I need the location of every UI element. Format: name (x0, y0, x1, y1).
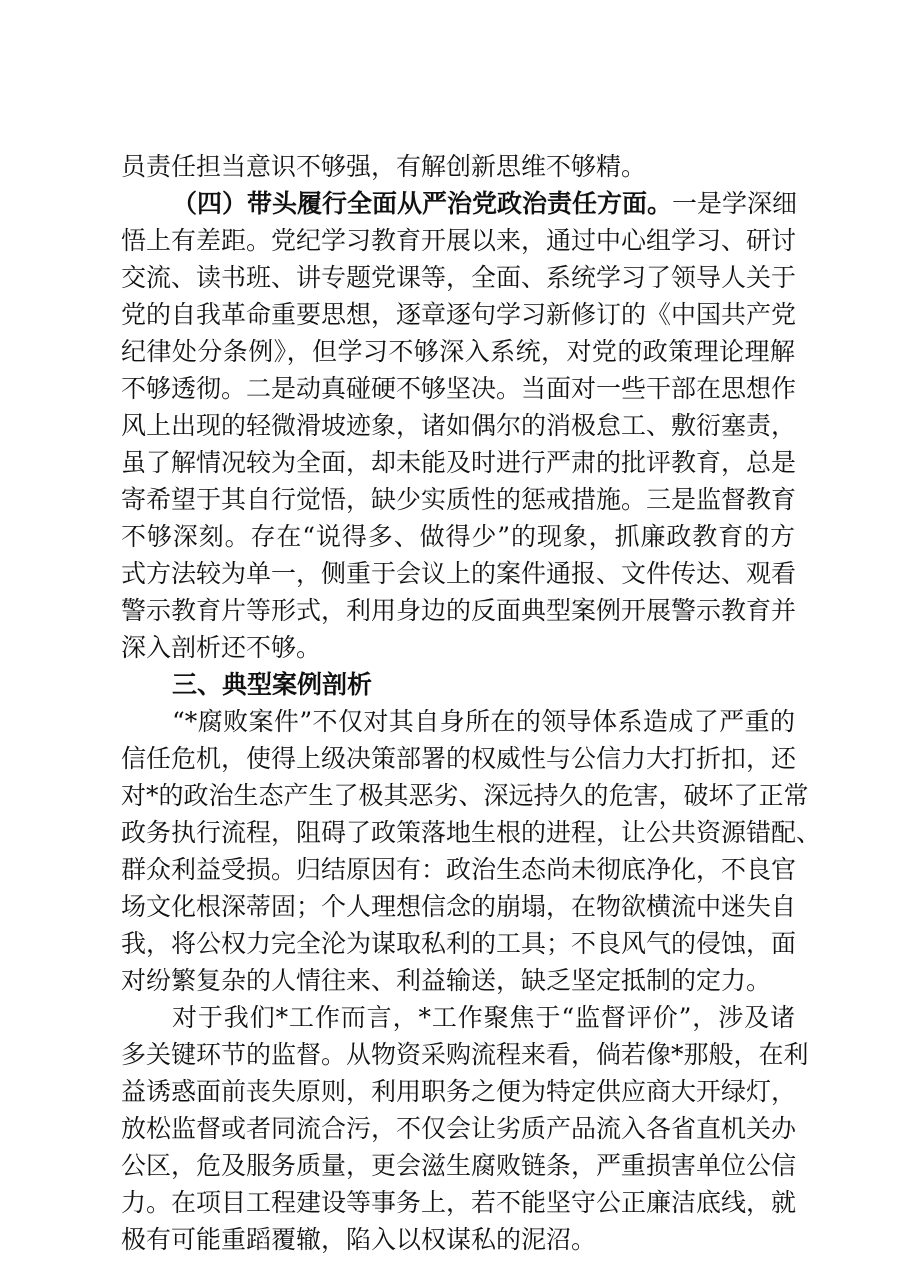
text-line (0, 517, 909, 557)
text-line (0, 295, 909, 335)
line-text: 对纷繁复杂的人情往来、利益输送，缺乏坚定抵制的定力。 (121, 966, 772, 995)
text-line (0, 1183, 909, 1223)
line-text: 政务执行流程，阻碍了政策落地生根的进程，让公共资源错配、 (121, 818, 822, 847)
line-text: 深入剖析还不够。 (121, 633, 322, 662)
line-text: 力。在项目工程建设等事务上，若不能坚守公正廉洁底线，就 (121, 1188, 797, 1217)
line-text: 员责任担当意识不够强，有解创新思维不够精。 (121, 152, 647, 181)
line-text: 寄希望于其自行觉悟，缺少实质性的惩戒措施。三是监督教育 (121, 485, 797, 514)
text-line (0, 369, 909, 409)
text-line (0, 1035, 909, 1075)
line-text: 极有可能重蹈覆辙，陷入以权谋私的泥沼。 (121, 1225, 597, 1254)
text-line (0, 1072, 909, 1112)
text-line (0, 998, 909, 1038)
line-text: 风上出现的轻微滑坡迹象，诸如偶尔的消极怠工、敷衍塞责， (121, 411, 797, 440)
line-text: 纪律处分条例》，但学习不够深入系统，对党的政策理论理解 (121, 337, 795, 366)
text-line (0, 591, 909, 631)
line-text: 警示教育片等形式，利用身边的反面典型案例开展警示教育并 (121, 596, 797, 625)
text-line (0, 1220, 909, 1260)
text-line (0, 480, 909, 520)
text-line (0, 1109, 909, 1149)
section-heading: 三、典型案例剖析 (172, 670, 373, 699)
text-line (0, 221, 909, 261)
line-text: 党的自我革命重要思想，逐章逐句学习新修订的《中国共产党 (121, 300, 797, 329)
subsection-heading: （四）带头履行全面从严治党政治责任方面。 (172, 189, 673, 218)
text-line (0, 813, 909, 853)
line-text: 不够透彻。二是动真碰硬不够坚决。当面对一些干部在思想作 (121, 374, 797, 403)
text-line (0, 924, 909, 964)
line-text: 公区，危及服务质量，更会滋生腐败链条，严重损害单位公信 (121, 1151, 797, 1180)
line-text: “*腐败案件”不仅对其自身所在的领导体系造成了严重的 (172, 707, 795, 736)
line-text: 放松监督或者同流合污，不仅会让劣质产品流入各省直机关办 (121, 1114, 797, 1143)
text-line (0, 702, 909, 742)
text-line (0, 147, 909, 187)
text-line (0, 776, 909, 816)
text-line (0, 628, 909, 668)
text-line (0, 443, 909, 483)
line-text: 益诱惑面前丧失原则，利用职务之便为特定供应商大开绿灯， (121, 1077, 797, 1106)
line-text: 对于我们*工作而言，*工作聚焦于“监督评价”，涉及诸 (172, 1003, 795, 1032)
line-text: 虽了解情况较为全面，却未能及时进行严肃的批评教育，总是 (121, 448, 797, 477)
text-line (0, 665, 909, 705)
text-line (0, 887, 909, 927)
text-line (0, 332, 909, 372)
line-text: 交流、读书班、讲专题党课等，全面、系统学习了领导人关于 (121, 263, 797, 292)
text-line (0, 1146, 909, 1186)
line-text: 我，将公权力完全沦为谋取私利的工具；不良风气的侵蚀，面 (121, 929, 797, 958)
line-text: 悟上有差距。党纪学习教育开展以来，通过中心组学习、研讨 (121, 226, 797, 255)
text-line (0, 258, 909, 298)
line-text: 多关键环节的监督。从物资采购流程来看，倘若像*那般，在利 (121, 1040, 809, 1069)
line-text: 式方法较为单一，侧重于会议上的案件通报、文件传达、观看 (121, 559, 797, 588)
line-text: 一是学深细 (672, 189, 798, 218)
line-text: 不够深刻。存在“说得多、做得少”的现象，抓廉政教育的方 (121, 522, 795, 551)
text-line (0, 850, 909, 890)
line-text: 信任危机，使得上级决策部署的权威性与公信力大打折扣，还 (121, 744, 797, 773)
text-line (0, 184, 909, 224)
text-line (0, 406, 909, 446)
text-line (0, 554, 909, 594)
line-text: 对*的政治生态产生了极其恶劣、深远持久的危害，破坏了正常 (121, 781, 809, 810)
text-line (0, 739, 909, 779)
line-text: 场文化根深蒂固；个人理想信念的崩塌，在物欲横流中迷失自 (121, 892, 797, 921)
line-text: 群众利益受损。归结原因有：政治生态尚未彻底净化，不良官 (121, 855, 797, 884)
text-line (0, 961, 909, 1001)
